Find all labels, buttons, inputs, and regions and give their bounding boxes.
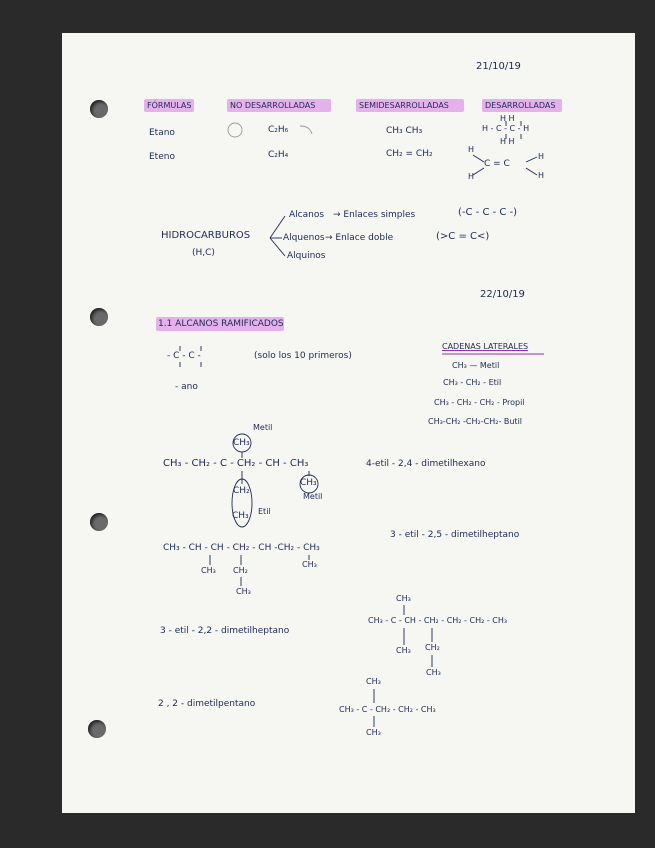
formula-semidesarrollada: CH₃ CH₃: [386, 126, 423, 136]
main-chain: CH₃ - C - CH - CH₂ - CH₂ - CH₂ - CH₃: [368, 616, 508, 625]
substituent-label: Metil: [253, 423, 273, 432]
cadenas-title: CADENAS LATERALES: [442, 342, 529, 351]
substituent: CH₂: [425, 643, 440, 652]
notebook-page: [62, 33, 635, 813]
cadena-item: CH₃ - CH₂ - Etil: [443, 378, 502, 387]
substituent: CH₃: [366, 677, 381, 686]
date-label: 21/10/19: [476, 61, 521, 72]
substituent: CH₃: [396, 594, 411, 603]
substituent: CH₃: [366, 728, 381, 737]
substituent: CH₂: [233, 566, 248, 575]
compound-iupac-name: 3 - etil - 2,2 - dimetilheptano: [160, 626, 290, 636]
formula-desarrollada: H: [468, 172, 475, 181]
hidrocarburos-subtitle: (H,C): [192, 248, 215, 258]
formula-desarrollada: H: [538, 152, 545, 161]
hidrocarburos-title: HIDROCARBUROS: [161, 230, 251, 241]
formula-desarrollada: H: [468, 145, 475, 154]
formula-desarrollada: H: [538, 171, 545, 180]
cadena-item: CH₃ — Metil: [452, 361, 500, 370]
cadena-item: CH₃ - CH₂ - CH₂ - Propil: [434, 398, 525, 407]
cadena-item: CH₃-CH₂ -CH₂-CH₂- Butil: [428, 417, 523, 426]
formula-semidesarrollada: CH₂ = CH₂: [386, 149, 433, 159]
substituent: CH₂: [233, 486, 250, 496]
compound-name: Etano: [149, 128, 175, 138]
main-chain: CH₃ - CH - CH - CH₂ - CH -CH₂ - CH₃: [163, 543, 320, 553]
substituent: CH₃: [302, 560, 317, 569]
branch-label: Alcanos: [289, 210, 325, 220]
substituent-label: Metil: [303, 492, 323, 501]
branch-formula: (-C - C - C -): [458, 207, 518, 218]
skeleton-formula: - C - C -: [167, 351, 201, 361]
formula-desarrollada: H H: [500, 137, 515, 146]
skeleton-note: (solo los 10 primeros): [254, 351, 352, 361]
punch-hole: [88, 720, 106, 738]
branch-label: Alquenos: [283, 233, 325, 243]
punch-hole: [90, 513, 108, 531]
substituent: CH₃: [233, 438, 250, 448]
table-header: FÓRMULAS: [147, 101, 192, 110]
substituent: CH₃: [201, 566, 216, 575]
branch-text: → Enlace doble: [325, 233, 394, 243]
compound-iupac-name: 2 , 2 - dimetilpentano: [158, 699, 256, 709]
substituent-label: Etil: [258, 507, 271, 516]
substituent: CH₃: [232, 511, 249, 521]
formula-no-desarrollada: C₂H₄: [268, 150, 289, 160]
main-chain: CH₃ - C - CH₂ - CH₂ - CH₃: [339, 705, 436, 714]
main-chain: CH₃ - CH₂ - C - CH₂ - CH - CH₃: [163, 458, 309, 469]
branch-text: → Enlaces simples: [333, 210, 416, 220]
compound-iupac-name: 4-etil - 2,4 - dimetilhexano: [366, 459, 486, 469]
substituent: CH₃: [396, 646, 411, 655]
punch-hole: [90, 100, 108, 118]
formula-no-desarrollada: C₂H₆: [268, 125, 289, 135]
branch-formula: (>C = C<): [436, 231, 490, 242]
substituent: CH₃: [426, 668, 441, 677]
suffix-label: - ano: [175, 382, 198, 392]
punch-hole: [90, 308, 108, 326]
formula-desarrollada: H H: [500, 114, 515, 123]
table-header: DESARROLLADAS: [485, 101, 556, 110]
substituent: CH₃: [236, 587, 251, 596]
compound-iupac-name: 3 - etil - 2,5 - dimetilheptano: [390, 530, 520, 540]
section-title: 1.1 ALCANOS RAMIFICADOS: [158, 319, 284, 329]
substituent: CH₃: [300, 478, 317, 488]
date-label: 22/10/19: [480, 289, 525, 300]
table-header: NO DESARROLLADAS: [230, 101, 316, 110]
formula-desarrollada: H - C - C - H: [482, 124, 530, 133]
compound-name: Eteno: [149, 152, 175, 162]
formula-desarrollada: C = C: [484, 159, 510, 169]
branch-label: Alquinos: [287, 251, 326, 261]
table-header: SEMIDESARROLLADAS: [359, 101, 449, 110]
